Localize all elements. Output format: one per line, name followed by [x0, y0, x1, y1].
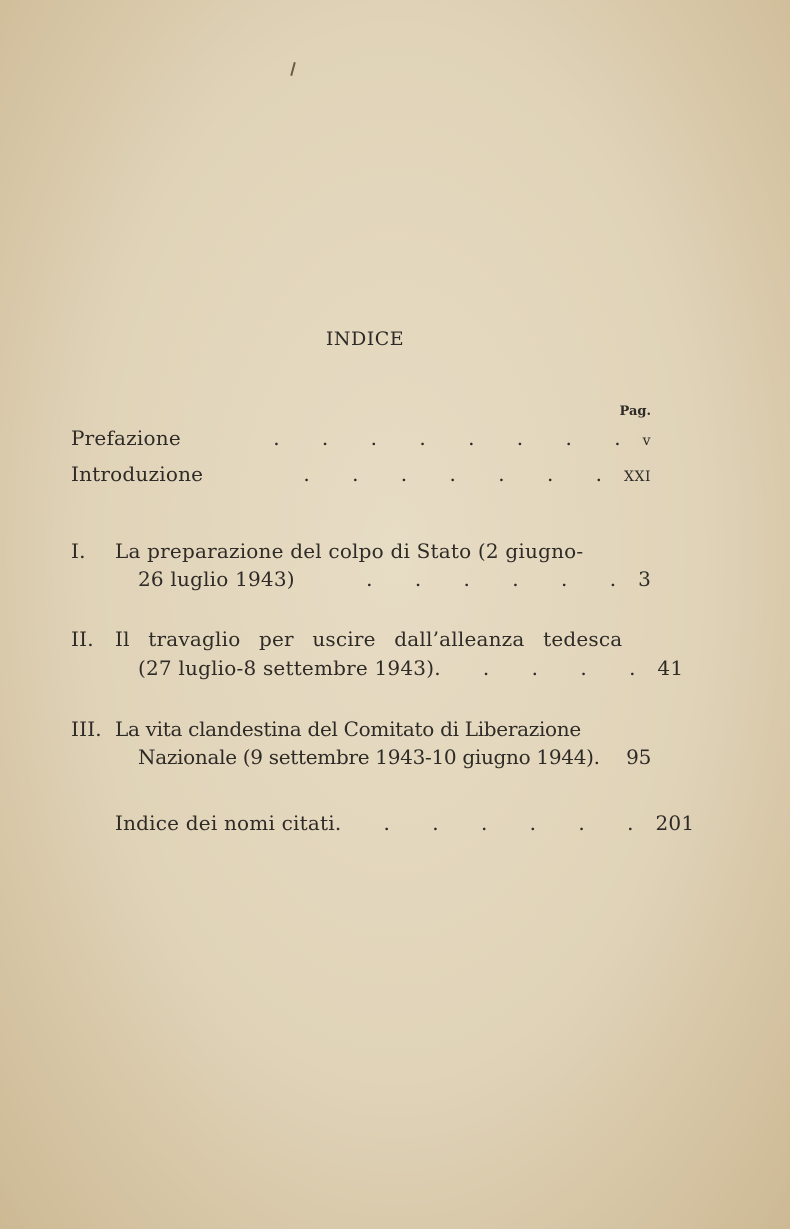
toc-entry-prefazione: [71, 426, 651, 450]
page-title: INDICE: [325, 328, 405, 350]
chapter-title-line: La vita clandestina del Comitato di Liberazione: [115, 717, 581, 741]
entry-page: 95: [626, 745, 651, 769]
chapter-1-entry: [138, 567, 651, 591]
dot-leader: . . . . . . .: [334, 811, 652, 835]
entry-page: XXI: [624, 469, 651, 485]
chapter-title-line: 26 luglio 1943): [138, 567, 295, 591]
entry-page: 201: [655, 811, 695, 835]
entry-label: Prefazione: [71, 426, 181, 450]
entry-page: v: [642, 433, 651, 449]
chapter-2-entry: [138, 656, 684, 680]
toc-entry-introduzione: [71, 462, 651, 486]
toc-entry-names-index: [115, 811, 695, 835]
dot-leader: . . . . .: [434, 656, 654, 680]
chapter-title-line: (27 luglio-8 settembre 1943): [138, 656, 435, 680]
chapter-title-line: Nazionale (9 settembre 1943-10 giugno 1944).: [138, 745, 600, 769]
dot-leader: . . . . . . .: [303, 462, 621, 486]
entry-label: Introduzione: [71, 462, 204, 486]
chapter-title-line: Il travaglio per uscire dall’alleanza tedesca: [115, 627, 623, 651]
chapter-number: I.: [71, 539, 86, 563]
chapter-title-line: La preparazione del colpo di Stato (2 giugno-: [115, 539, 584, 563]
chapter-number: II.: [71, 627, 94, 651]
entry-page: 3: [638, 567, 651, 591]
chapter-3-entry: [138, 745, 651, 769]
pencil-mark: [290, 62, 296, 76]
dot-leader: . . . . . . . .: [273, 426, 639, 450]
entry-page: 41: [657, 656, 684, 680]
entry-label: Indice dei nomi citati: [115, 811, 335, 835]
page-column-header: Pag.: [619, 404, 651, 419]
chapter-number: III.: [71, 717, 102, 741]
dot-leader: . . . . . .: [366, 567, 635, 591]
